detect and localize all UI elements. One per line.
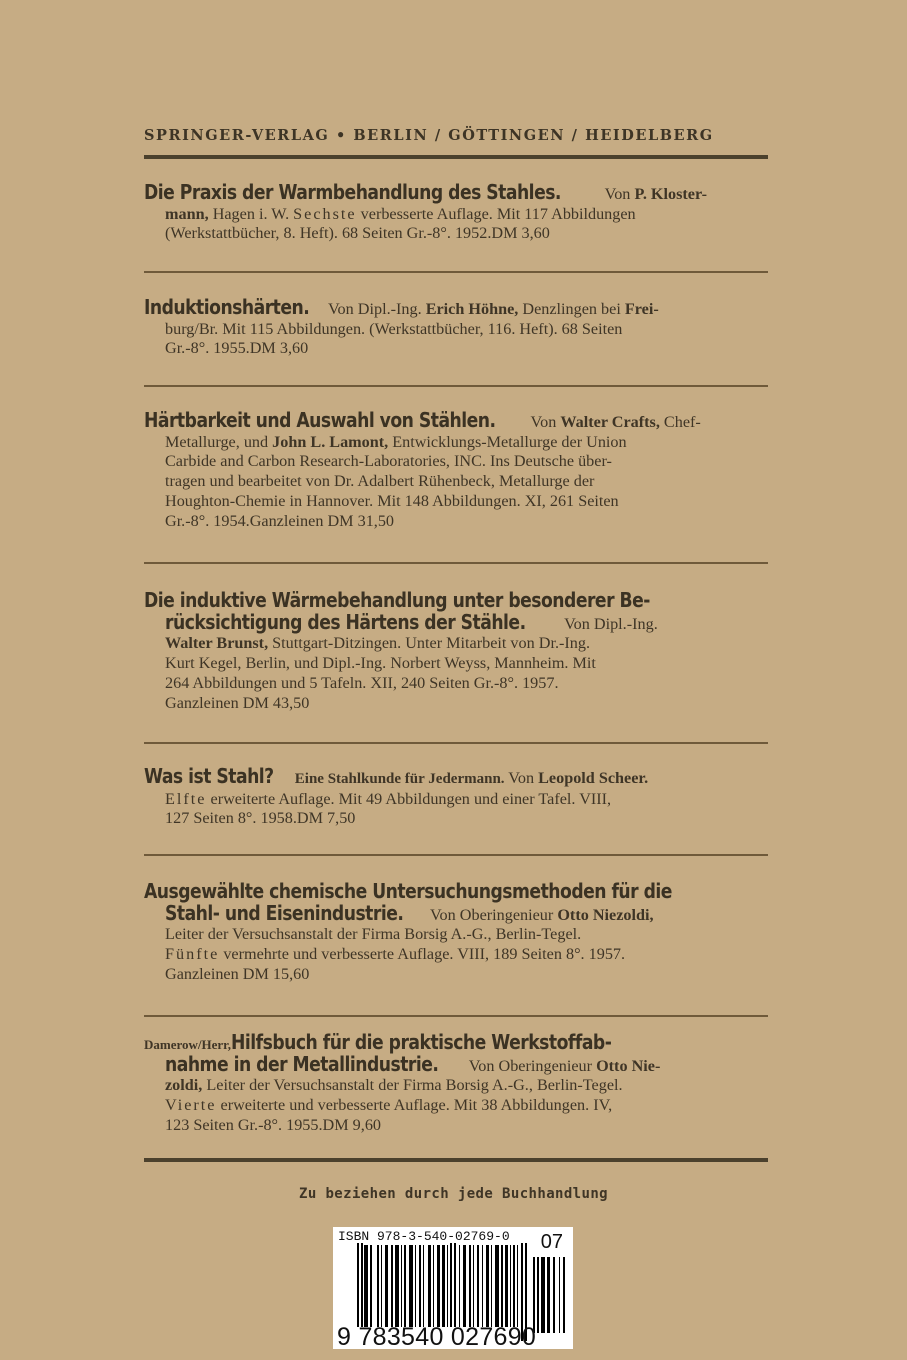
price: Ganzleinen DM 31,50 [249,511,395,530]
entry-separator [144,854,768,856]
publisher-header: SPRINGER-VERLAG • BERLIN / GÖTTINGEN / HEIDELBERG [144,127,714,144]
author-name: Erich Höhne, [425,300,519,318]
book-title: Die Praxis der Warmbehandlung des Stahles. [144,180,561,204]
ean-digits: 9 783540 027690 [337,1323,537,1351]
author-name: Leopold Scheer. [538,769,649,787]
book-title: Die induktive Wärmebehandlung unter besonderer Be- [144,588,650,612]
header-rule [144,155,768,159]
book-subtitle: Eine Stahlkunde für Jedermann. [294,771,505,787]
price: DM 3,60 [491,224,550,243]
book-entry-induktionshaerten: Induktionshärten. Von Dipl.-Ing. Erich Höhne, Denzlingen bei Frei- burg/Br. Mit 115 Abbildungen. (Werkstattbücher, 116. Heft). 68 Seiten Gr.-8°. 1955.DM 3,60 [144,295,659,358]
price: DM 3,60 [249,339,309,358]
price: DM 9,60 [322,1115,382,1134]
book-entry-warmbehandlung: Die Praxis der Warmbehandlung des Stahles. Von P. Kloster- mann, Hagen i. W. Sechste verbesserte Auflage. Mit 117 Abbildungen (Werkstattbücher, 8. Heft). 68 Seiten Gr.-8°. 1952.DM 3,60 [144,180,707,243]
book-entry-was-ist-stahl: Was ist Stahl? Eine Stahlkunde für Jedermann. Von Leopold Scheer. Elfte erweiterte Auflage. Mit 49 Abbildungen und einer Tafel. VIII, 127 Seiten 8°. 1958.DM 7,50 [144,764,649,828]
entry-separator [144,1015,768,1017]
author-name: Otto Niezoldi, [557,905,654,924]
entry-separator [144,742,768,744]
entry-separator [144,271,768,273]
barcode-addon: 07 [540,1231,563,1253]
isbn-barcode [333,1227,573,1349]
price: Ganzleinen DM 15,60 [165,964,310,983]
book-entry-untersuchungsmethoden: Ausgewählte chemische Untersuchungsmethoden für die Stahl- und Eisenindustrie. Von Oberingenieur Otto Niezoldi, Leiter der Versuchsanstalt der Firma Borsig A.-G., Berlin-Tegel. Fünfte vermehrte und verbesserte Auflage. VIII, 189 Seiten 8°. 1957. Ganzleinen DM 15,60 [144,879,672,983]
price: DM 7,50 [296,809,356,828]
book-title: Induktionshärten. [144,295,310,319]
book-entry-hilfsbuch: Damerow/Herr,Hilfsbuch für die praktische Werkstoffab- nahme in der Metallindustrie. Von Oberingenieur Otto Nie- zoldi, Leiter der Versuchsanstalt der Firma Borsig A.-G., Berlin-Tegel. Vierte erweiterte und verbesserte Auflage. Mit 38 Abbildungen. IV, 123 Seiten Gr.-8°. 1955.DM 9,60 [144,1030,661,1134]
entry-separator [144,385,768,387]
book-title: Hilfsbuch für die praktische Werkstoffab- [231,1030,612,1054]
author-name: P. Kloster- [634,185,707,203]
price: Ganzleinen DM 43,50 [165,693,310,712]
entry-separator [144,562,768,564]
isbn-label: ISBN 978-3-540-02769-0 [338,1229,510,1244]
footer-rule [144,1158,768,1162]
book-title: Härtbarkeit und Auswahl von Stählen. [144,408,496,432]
author-name: Walter Crafts, [560,413,660,431]
availability-note: Zu beziehen durch jede Buchhandlung [298,1186,608,1202]
book-entry-haertbarkeit: Härtbarkeit und Auswahl von Stählen. Von Walter Crafts, Chef- Metallurge, und John L. Lamont, Entwicklungs-Metallurge der Union Carbide and Carbon Research-Laboratories, INC. Ins Deutsche über- tragen und bearbeitet von Dr. Adalbert Rühenbeck, Metallurge der Houghton-Chemie in Hannover. Mit 148 Abbildungen. XI, 261 Seiten Gr.-8°. 1954.Ganzleinen DM 31,50 [144,408,701,530]
book-title: Ausgewählte chemische Untersuchungsmethoden für die [144,879,672,903]
author-name: Walter Brunst, [165,634,269,653]
book-entry-induktive-waermebehandlung: Die induktive Wärmebehandlung unter besonderer Be- rücksichtigung des Härtens der Stähle. Von Dipl.-Ing. Walter Brunst, Stuttgart-Ditzingen. Unter Mitarbeit von Dr.-Ing. Kurt Kegel, Berlin, und Dipl.-Ing. Norbert Weyss, Mannheim. Mit 264 Abbildungen und 5 Tafeln. XII, 240 Seiten Gr.-8°. 1957. Ganzleinen DM 43,50 [144,588,658,712]
book-title: Was ist Stahl? [144,764,274,788]
author-name: Damerow/Herr, [144,1037,232,1052]
